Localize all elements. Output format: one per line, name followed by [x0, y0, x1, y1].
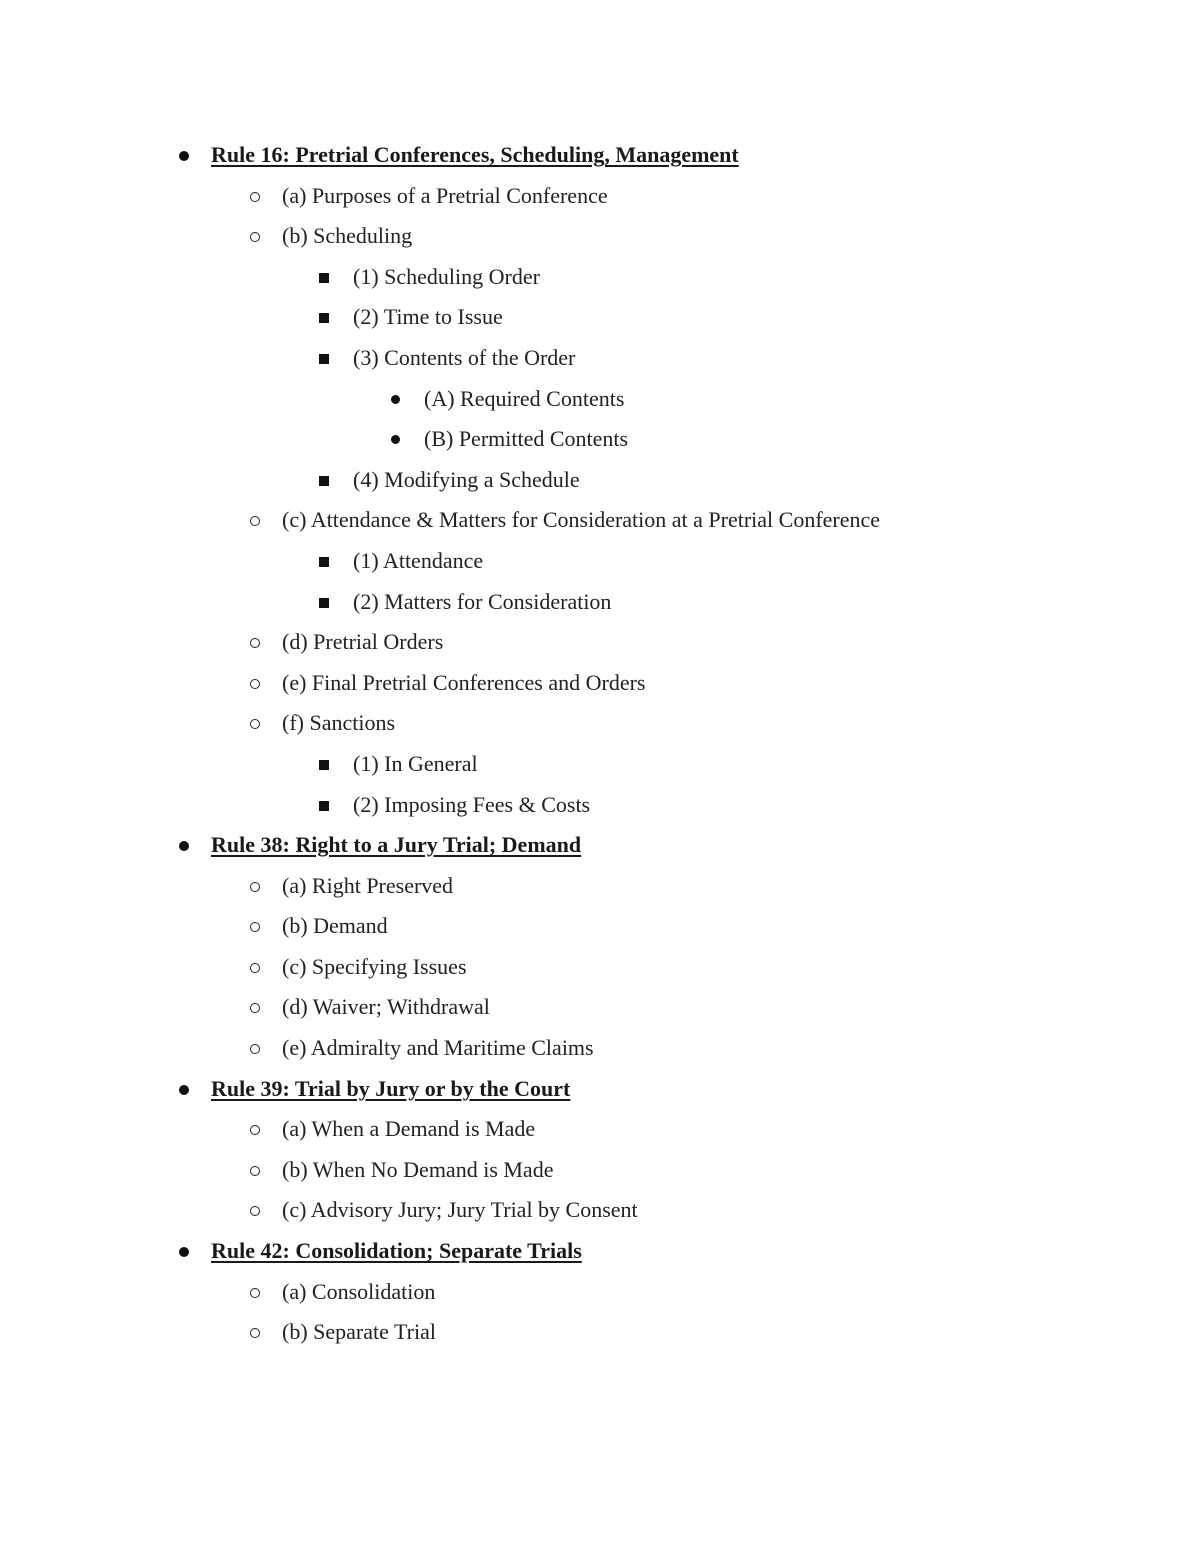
list-item: [0, 866, 1200, 907]
bullet-square-icon: [319, 557, 329, 567]
list-item-label: (4) Modifying a Schedule: [353, 466, 580, 492]
bullet-square-icon: [319, 354, 329, 364]
list-item: [0, 419, 1200, 460]
bullet-disc-icon: [179, 1247, 189, 1257]
list-item: [0, 1150, 1200, 1191]
bullet-square-icon: [319, 476, 329, 486]
list-item-label: (b) When No Demand is Made: [282, 1156, 554, 1182]
list-item-label: (3) Contents of the Order: [353, 344, 576, 370]
rule-42-heading: [0, 1231, 1200, 1272]
list-item-label: (2) Time to Issue: [353, 304, 503, 330]
bullet-circle-icon: [250, 679, 260, 689]
list-item-label: (c) Advisory Jury; Jury Trial by Consent: [282, 1197, 638, 1223]
list-item: [0, 1028, 1200, 1069]
list-item-label: (1) Attendance: [353, 547, 484, 573]
rule-39-heading: [0, 1069, 1200, 1110]
rules-outline: [0, 135, 1200, 1353]
list-item: [0, 500, 1200, 541]
list-item: [0, 1109, 1200, 1150]
list-item: [0, 947, 1200, 988]
list-item: [0, 460, 1200, 501]
bullet-square-icon: [319, 760, 329, 770]
list-item-label: (d) Pretrial Orders: [282, 629, 444, 655]
list-item: [0, 1312, 1200, 1353]
list-item: [0, 987, 1200, 1028]
rule-title: Rule 16: Pretrial Conferences, Scheduling, Management: [211, 142, 739, 167]
bullet-circle-icon: [250, 922, 260, 932]
list-item-label: (e) Admiralty and Maritime Claims: [282, 1035, 594, 1061]
list-item-label: (a) When a Demand is Made: [282, 1116, 536, 1142]
bullet-circle-icon: [250, 516, 260, 526]
bullet-square-icon: [319, 313, 329, 323]
list-item-label: (a) Purposes of a Pretrial Conference: [282, 182, 608, 208]
rule-title: Rule 38: Right to a Jury Trial; Demand: [211, 832, 582, 858]
rule-title: Rule 39: Trial by Jury or by the Court: [211, 1075, 571, 1101]
list-item: [0, 257, 1200, 298]
list-item-label: (d) Waiver; Withdrawal: [282, 994, 490, 1020]
bullet-circle-icon: [250, 963, 260, 973]
bullet-square-icon: [319, 273, 329, 283]
bullet-disc-icon: [391, 395, 400, 404]
list-item-label: (a) Consolidation: [282, 1278, 436, 1304]
bullet-square-icon: [319, 598, 329, 608]
bullet-disc-icon: [179, 841, 189, 851]
list-item: [0, 338, 1200, 379]
bullet-circle-icon: [250, 638, 260, 648]
bullet-circle-icon: [250, 1206, 260, 1216]
bullet-square-icon: [319, 801, 329, 811]
bullet-disc-icon: [179, 151, 189, 161]
list-item: [0, 297, 1200, 338]
list-item: [0, 216, 1200, 257]
bullet-circle-icon: [250, 1044, 260, 1054]
bullet-circle-icon: [250, 1003, 260, 1013]
list-item: [0, 1272, 1200, 1313]
list-item: [0, 622, 1200, 663]
list-item-label: (c) Attendance & Matters for Consideration at a Pretrial Conference: [282, 507, 881, 533]
bullet-circle-icon: [250, 1166, 260, 1176]
list-item: [0, 582, 1200, 623]
bullet-circle-icon: [250, 192, 260, 202]
list-item-label: (1) In General: [353, 750, 478, 776]
list-item-label: (B) Permitted Contents: [424, 426, 629, 452]
list-item: [0, 785, 1200, 826]
rule-title: Rule 42: Consolidation; Separate Trials: [211, 1238, 582, 1264]
bullet-circle-icon: [250, 719, 260, 729]
list-item-label: (b) Demand: [282, 913, 388, 939]
bullet-circle-icon: [250, 882, 260, 892]
list-item-label: (2) Imposing Fees & Costs: [353, 791, 591, 817]
list-item-label: (2) Matters for Consideration: [353, 588, 612, 614]
list-item-label: (e) Final Pretrial Conferences and Orders: [282, 669, 646, 695]
rule-16-heading: [0, 135, 1200, 176]
list-item: [0, 1190, 1200, 1231]
bullet-disc-icon: [179, 1085, 189, 1095]
bullet-circle-icon: [250, 1125, 260, 1135]
list-item: [0, 541, 1200, 582]
bullet-disc-icon: [391, 435, 400, 444]
bullet-circle-icon: [250, 1288, 260, 1298]
list-item: [0, 663, 1200, 704]
list-item-label: (a) Right Preserved: [282, 872, 454, 898]
list-item-label: (c) Specifying Issues: [282, 953, 467, 979]
bullet-circle-icon: [250, 1328, 260, 1338]
list-item-label: (f) Sanctions: [282, 710, 396, 736]
list-item-label: (b) Scheduling: [282, 223, 413, 249]
list-item-label: (1) Scheduling Order: [353, 263, 540, 289]
list-item: [0, 906, 1200, 947]
list-item-label: (b) Separate Trial: [282, 1319, 436, 1345]
rule-38-heading: [0, 825, 1200, 866]
list-item: [0, 379, 1200, 420]
list-item: [0, 176, 1200, 217]
bullet-circle-icon: [250, 232, 260, 242]
list-item: [0, 744, 1200, 785]
list-item: [0, 703, 1200, 744]
list-item-label: (A) Required Contents: [424, 385, 625, 411]
